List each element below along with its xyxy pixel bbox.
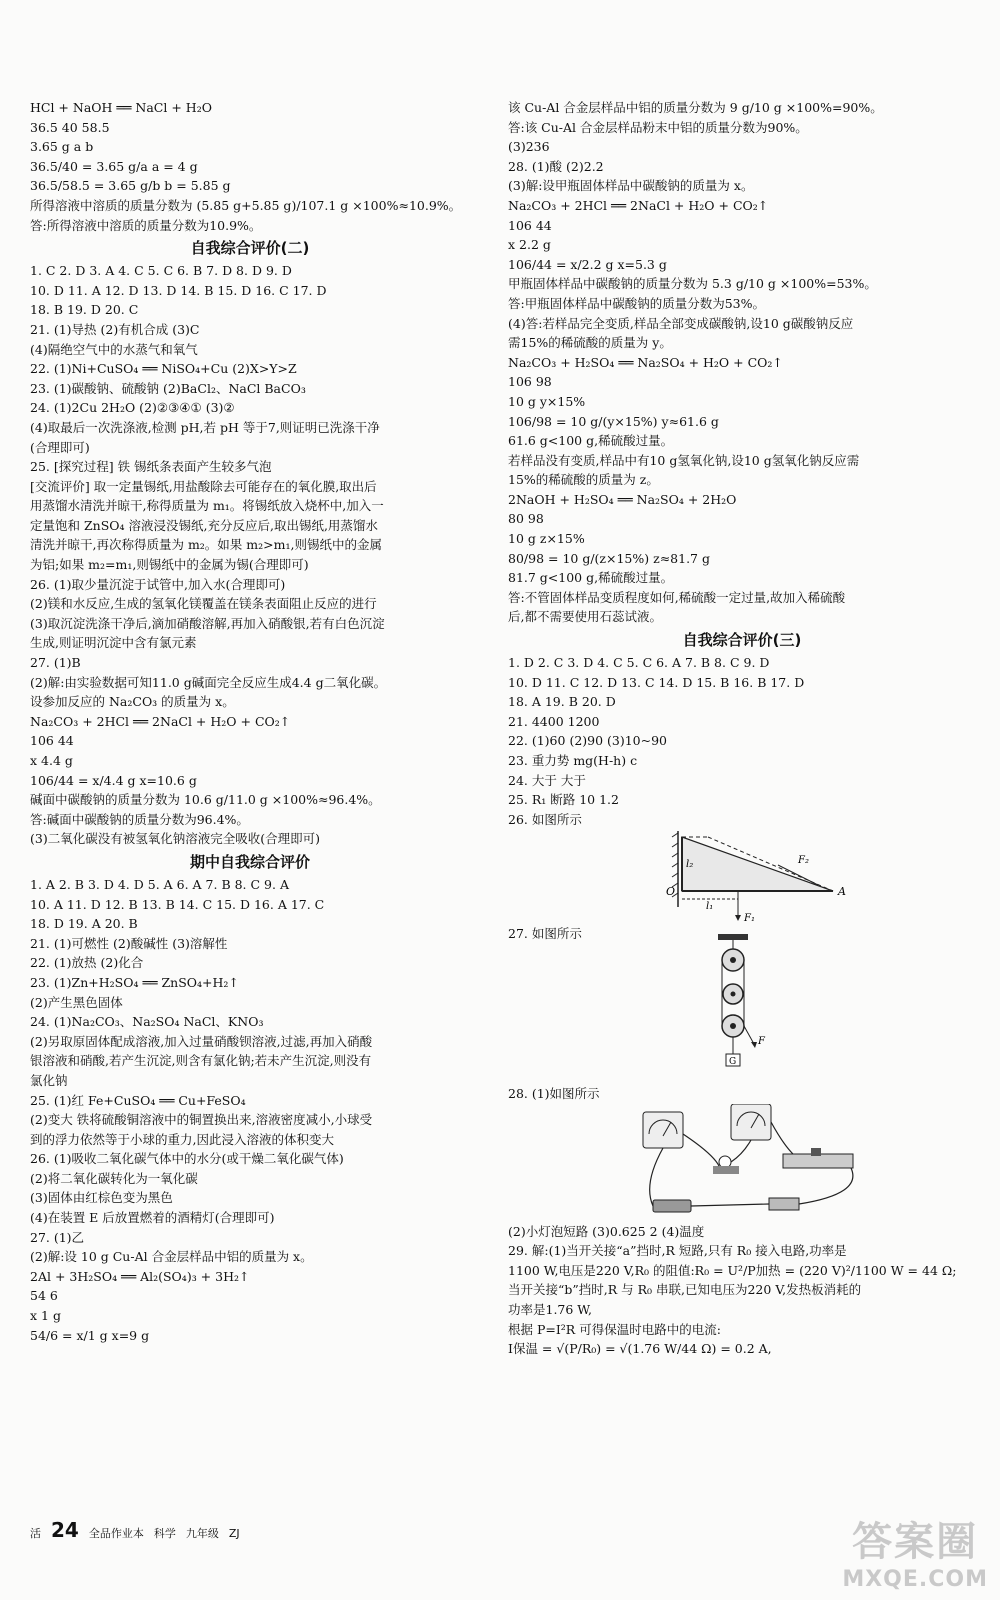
text-line: 1. D 2. C 3. D 4. C 5. C 6. A 7. B 8. C 9. D [508,655,770,671]
text-line: 清洗并晾干,再次称得质量为 m₂。如果 m₂>m₁,则锡纸中的金属 [30,537,382,553]
text-line: I保温 = √(P/R₀) = √(1.76 W/44 Ω) = 0.2 A, [508,1341,772,1357]
text-line: Na₂CO₃ + 2HCl ══ 2NaCl + H₂O + CO₂↑ [30,713,291,729]
page-footer [30,1518,240,1542]
text-line: 银溶液和硝酸,若产生沉淀,则含有氯化钠;若未产生沉淀,则没有 [30,1053,372,1069]
text-line: x 2.2 g [508,237,551,253]
text-line: 后,都不需要使用石蕊试液。 [508,609,662,625]
figure-28-circuit [508,1104,976,1222]
text-line: 22. (1)放热 (2)化合 [30,955,144,971]
text-line: 24. 大于 大于 [508,772,586,788]
text-line: 106/44 = x/2.2 g x=5.3 g [508,256,667,272]
text-line: 当开关接“b”挡时,R 与 R₀ 串联,已知电压为220 V,发热板消耗的 [508,1282,862,1298]
text-line: 36.5/58.5 = 3.65 g/b b = 5.85 g [30,178,231,194]
q27-label: 27. 如图所示 [508,926,582,942]
fig27-label-g: G [729,1056,737,1067]
text-line: 碱面中碳酸钠的质量分数为 10.6 g/11.0 g ×100%≈96.4%。 [30,792,381,808]
text-line: (4)取最后一次洗涤液,检测 pH,若 pH 等于7,则证明已洗涤干净 [30,419,380,435]
text-line: 10 g z×15% [508,531,585,547]
text-line: 54/6 = x/1 g x=9 g [30,1327,150,1343]
text-line: 1. A 2. B 3. D 4. D 5. A 6. A 7. B 8. C 9. A [30,876,289,892]
text-line: (3)二氧化碳没有被氢氧化钠溶液完全吸收(合理即可) [30,831,320,847]
section-heading: 期中自我综合评价 [189,852,310,871]
text-line: Na₂CO₃ + 2HCl ══ 2NaCl + H₂O + CO₂↑ [508,197,769,213]
lever-diagram [658,829,898,924]
text-line: 若样品没有变质,样品中有10 g氢氧化钠,设10 g氢氧化钠反应需 [508,452,860,468]
text-line: 106 98 [508,374,552,390]
text-line: 答:不管固体样品变质程度如何,稀硫酸一定过量,故加入稀硫酸 [508,589,846,605]
text-line: 22. (1)Ni+CuSO₄ ══ NiSO₄+Cu (2)X>Y>Z [30,361,297,377]
text-line: 该 Cu-Al 合金层样品中铝的质量分数为 9 g/10 g ×100%=90%。 [508,100,883,115]
text-line: 10. D 11. C 12. D 13. C 14. D 15. B 16. B 17. D [508,674,805,690]
watermark-url: MXQE.COM [842,1567,988,1592]
text-line: 定量饱和 ZnSO₄ 溶液浸没锡纸,充分反应后,取出锡纸,用蒸馏水 [30,517,378,533]
text-line: 106/44 = x/4.4 g x=10.6 g [30,772,197,788]
text-line: 为铝;如果 m₂=m₁,则锡纸中的金属为锡(合理即可) [30,557,309,573]
text-line: (4)隔绝空气中的水蒸气和氧气 [30,341,198,357]
text-line: 根据 P=I²R 可得保温时电路中的电流: [508,1321,721,1337]
text-line: (3)236 [508,139,550,155]
text-line: 甲瓶固体样品中碳酸钠的质量分数为 5.3 g/10 g ×100%=53%。 [508,276,877,292]
text-line: 23. (1)Zn+H₂SO₄ ══ ZnSO₄+H₂↑ [30,974,239,990]
text-line: 54 6 [30,1288,58,1304]
fig27-label-f: F [758,1035,765,1047]
text-line: 27. (1)B [30,655,81,671]
text-line: 23. (1)碳酸钠、硫酸钠 (2)BaCl₂、NaCl BaCO₃ [30,380,306,396]
text-line: 答:碱面中碳酸钠的质量分数为96.4%。 [30,811,249,827]
text-line: (2)变大 铁将硫酸铜溶液中的铜置换出来,溶液密度减小,小球受 [30,1112,373,1128]
text-line: 21. (1)可燃性 (2)酸碱性 (3)溶解性 [30,935,228,951]
fig26-label-o: O [666,885,676,899]
text-line: 氯化钠 [30,1072,68,1088]
text-line: 1100 W,电压是220 V,R₀ 的阻值:R₀ = U²/P加热 = (220 V)²/1100 W = 44 Ω; [508,1262,957,1278]
footer-edition: ZJ [228,1527,240,1540]
text-line: (2)镁和水反应,生成的氢氧化镁覆盖在镁条表面阻止反应的进行 [30,596,377,612]
text-line: (2)解:设 10 g Cu-Al 合金层样品中铝的质量为 x。 [30,1249,313,1265]
text-line: 18. B 19. D 20. C [30,302,139,318]
text-line: 106 44 [508,217,552,233]
text-line: 25. R₁ 断路 10 1.2 [508,792,619,808]
right-column [508,98,976,1359]
text-line: 26. (1)吸收二氧化碳气体中的水分(或干燥二氧化碳气体) [30,1151,344,1167]
text-line: 36.5 40 58.5 [30,119,110,135]
text-line: 106 44 [30,733,74,749]
text-line: 15%的稀硫酸的质量为 z。 [508,472,659,488]
text-line: 61.6 g<100 g,稀硫酸过量。 [508,433,674,449]
page-number: 24 [51,1518,79,1542]
section-heading: 自我综合评价(二) [190,239,310,258]
q28-label: 28. (1)如图所示 [508,1085,600,1101]
text-line: (2)解:由实验数据可知11.0 g碱面完全反应生成4.4 g二氧化碳。 [30,674,387,690]
fig26-label-l2: l₂ [686,859,694,871]
text-line: 24. (1)2Cu 2H₂O (2)②③④① (3)② [30,400,235,416]
text-line: 生成,则证明沉淀中含有氯元素 [30,635,197,651]
text-line: 80 98 [508,511,544,527]
fig26-label-a: A [838,885,846,899]
text-line: 21. (1)导热 (2)有机合成 (3)C [30,321,200,337]
text-line: 81.7 g<100 g,稀硫酸过量。 [508,570,674,586]
text-line: (2)小灯泡短路 (3)0.625 2 (4)温度 [508,1223,705,1239]
text-line: 答:所得溶液中溶质的质量分数为10.9%。 [30,217,262,233]
section-heading: 自我综合评价(三) [682,631,802,650]
text-line: 29. 解:(1)当开关接“a”挡时,R 短路,只有 R₀ 接入电路,功率是 [508,1243,847,1259]
text-line: (4)答:若样品完全变质,样品全部变成碳酸钠,设10 g碳酸钠反应 [508,315,854,331]
text-line: 22. (1)60 (2)90 (3)10~90 [508,733,668,749]
text-line: 26. 如图所示 [508,811,582,827]
text-line: [交流评价] 取一定量锡纸,用盐酸除去可能存在的氧化膜,取出后 [30,478,377,494]
text-line: (2)产生黑色固体 [30,994,123,1010]
text-line: (3)取沉淀洗涤干净后,滴加硝酸溶解,再加入硝酸银,若有白色沉淀 [30,615,385,631]
text-line: 18. A 19. B 20. D [508,694,616,710]
text-line: 答:该 Cu-Al 合金层样品粉末中铝的质量分数为90%。 [508,119,808,135]
text-line: 设参加反应的 Na₂CO₃ 的质量为 x。 [30,694,235,710]
text-line: 21. 4400 1200 [508,713,600,729]
fig26-label-f1: F₁ [744,913,755,925]
figure-27-pulley [508,944,976,1084]
fig26-label-f2: F₂ [798,855,809,867]
text-line: 25. (1)红 Fe+CuSO₄ ══ Cu+FeSO₄ [30,1092,246,1108]
watermark-logo-text: 答案圈 [852,1519,979,1565]
right-top-block [508,98,976,829]
text-line: (2)将二氧化碳转化为一氧化碳 [30,1170,198,1186]
circuit-diagram [633,1104,873,1222]
text-line: 10. D 11. A 12. D 13. D 14. B 15. D 16. C 17. D [30,282,327,298]
figure-26-lever [508,829,976,924]
text-line: (3)固体由红棕色变为黑色 [30,1190,173,1206]
text-line: 36.5/40 = 3.65 g/a a = 4 g [30,158,198,174]
text-line: 27. (1)乙 [30,1229,85,1245]
footer-grade: 九年级 [185,1527,219,1540]
watermark [842,1510,988,1592]
text-line: 18. D 19. A 20. B [30,916,138,932]
text-line: 需15%的稀硫酸的质量为 y。 [508,335,672,351]
text-line: (合理即可) [30,439,90,455]
footer-book: 全品作业本 [88,1527,144,1540]
text-line: 2Al + 3H₂SO₄ ══ Al₂(SO₄)₃ + 3H₂↑ [30,1268,250,1284]
text-line: (2)另取原固体配成溶液,加入过量硝酸钡溶液,过滤,再加入硝酸 [30,1033,373,1049]
text-line: x 1 g [30,1308,61,1324]
pulley-diagram [698,934,788,1074]
text-line: x 4.4 g [30,753,73,768]
left-column [30,98,470,1345]
text-line: 10. A 11. D 12. B 13. B 14. C 15. D 16. A 17. C [30,896,325,912]
text-line: 所得溶液中溶质的质量分数为 (5.85 g+5.85 g)/107.1 g ×100%≈10.9%。 [30,197,462,213]
text-line: 3.65 g a b [30,139,94,155]
text-line: 28. (1)酸 (2)2.2 [508,158,604,174]
text-line: Na₂CO₃ + H₂SO₄ ══ Na₂SO₄ + H₂O + CO₂↑ [508,354,783,370]
fig26-label-l1: l₁ [706,901,714,913]
text-line: 答:甲瓶固体样品中碳酸钠的质量分数为53%。 [508,295,765,311]
text-line: 到的浮力依然等于小球的重力,因此浸入溶液的体积变大 [30,1131,334,1147]
footer-prefix: 活 [30,1527,41,1540]
right-bottom-block [508,1222,976,1359]
text-line: (3)解:设甲瓶固体样品中碳酸钠的质量为 x。 [508,178,754,194]
text-line: 23. 重力势 mg(H-h) c [508,753,638,768]
text-line: 106/98 = 10 g/(y×15%) y≈61.6 g [508,413,719,429]
text-line: 80/98 = 10 g/(z×15%) z≈81.7 g [508,550,710,566]
text-line: 功率是1.76 W, [508,1301,592,1317]
text-line: (4)在装置 E 后放置燃着的酒精灯(合理即可) [30,1210,275,1226]
text-line: 24. (1)Na₂CO₃、Na₂SO₄ NaCl、KNO₃ [30,1014,264,1030]
text-line: 26. (1)取少量沉淀于试管中,加入水(合理即可) [30,576,286,592]
text-line: 2NaOH + H₂SO₄ ══ Na₂SO₄ + 2H₂O [508,491,737,507]
text-line: 10 g y×15% [508,393,586,409]
text-line: 1. C 2. D 3. A 4. C 5. C 6. B 7. D 8. D 9. D [30,263,292,279]
footer-subject: 科学 [153,1527,176,1540]
text-line: 用蒸馏水清洗并晾干,称得质量为 m₁。将锡纸放入烧杯中,加入一 [30,498,384,514]
text-line: 25. [探究过程] 铁 锡纸条表面产生较多气泡 [30,459,272,475]
text-line: HCl + NaOH ══ NaCl + H₂O [30,100,212,115]
